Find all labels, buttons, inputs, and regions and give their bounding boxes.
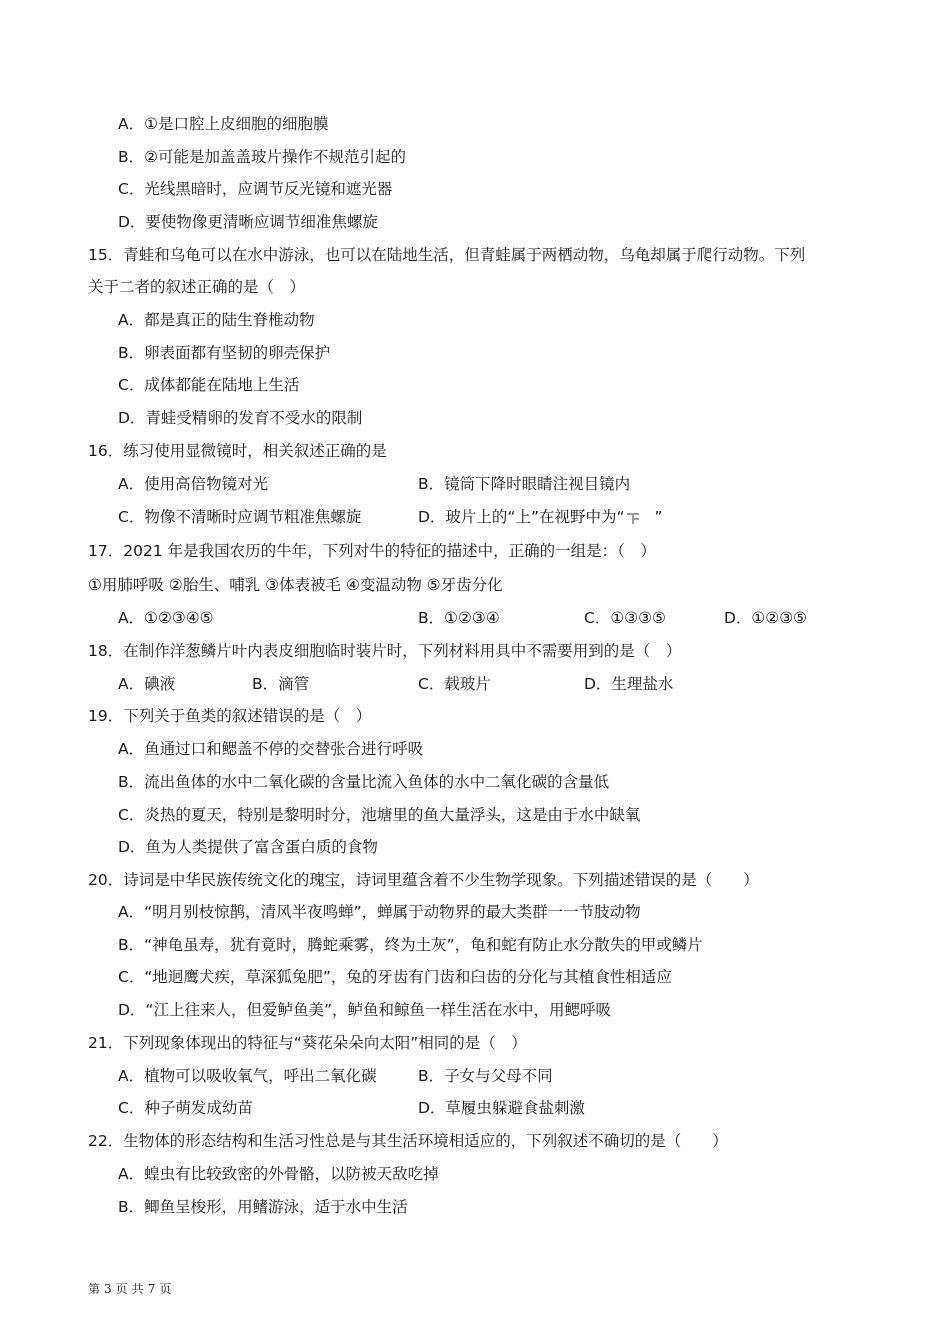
q22-option-b: B．鲫鱼呈梭形，用鳍游泳，适于水中生活	[118, 1198, 408, 1216]
q18-option-b: B．滴管	[252, 675, 310, 693]
footer-word-di: 第	[88, 1282, 101, 1296]
q16-option-c: C．物像不清晰时应调节粗准焦螺旋	[118, 508, 362, 526]
q20-option-b: B．“神龟虽寿，犹有竟时，腾蛇乘雾，终为土灰”，龟和蛇有防止水分散失的甲或鳞片	[118, 936, 703, 954]
q17-option-d: D．①②③⑤	[724, 609, 808, 627]
footer-word-ye-2: 页	[159, 1282, 172, 1296]
q18-option-d: D．生理盐水	[584, 675, 674, 693]
q19-option-d: D．鱼为人类提供了富含蛋白质的食物	[118, 838, 378, 856]
q16-option-b: B．镜筒下降时眼睛注视目镜内	[418, 475, 631, 493]
q14-option-c: C．光线黑暗时，应调节反光镜和遮光器	[118, 180, 393, 198]
q21-stem: 21．下列现象体现出的特征与“葵花朵朵向太阳”相同的是（ ）	[88, 1034, 527, 1052]
q18-stem: 18．在制作洋葱鳞片叶内表皮细胞临时装片时，下列材料用具中不需要用到的是（ ）	[88, 642, 682, 660]
q16-option-d-close-quote: ”	[654, 508, 663, 526]
q15-option-c: C．成体都能在陆地上生活	[118, 376, 300, 394]
footer-word-ye: 页	[115, 1282, 128, 1296]
q19-stem: 19．下列关于鱼类的叙述错误的是（ ）	[88, 707, 372, 725]
q21-option-d: D．草履虫躲避食盐刺激	[418, 1099, 585, 1117]
q15-option-d: D．青蛙受精卵的发育不受水的限制	[118, 409, 363, 427]
q17-items: ①用肺呼吸 ②胎生、哺乳 ③体表被毛 ④变温动物 ⑤牙齿分化	[88, 576, 503, 594]
q19-option-c: C．炎热的夏天，特别是黎明时分，池塘里的鱼大量浮头，这是由于水中缺氧	[118, 806, 641, 824]
inverted-shang-glyph-icon	[625, 511, 643, 525]
q14-option-b: B．②可能是加盖盖玻片操作不规范引起的	[118, 148, 407, 166]
footer-page-number: 3	[104, 1282, 112, 1296]
q18-option-c: C．载玻片	[418, 675, 491, 693]
q19-option-b: B．流出鱼体的水中二氧化碳的含量比流入鱼体的水中二氧化碳的含量低	[118, 773, 610, 791]
q21-option-b: B．子女与父母不同	[418, 1067, 553, 1085]
q17-option-b: B．①②③④	[418, 609, 500, 627]
q15-option-a: A．都是真正的陆生脊椎动物	[118, 311, 315, 329]
q16-option-d-text: D．玻片上的“上”在视野中为“	[418, 508, 625, 526]
q22-stem: 22．生物体的形态结构和生活习性总是与其生活环境相适应的，下列叙述不确切的是（ ）	[88, 1132, 728, 1150]
q15-stem-line2: 关于二者的叙述正确的是（ ）	[88, 278, 306, 296]
q20-option-d: D．“江上往来人，但爱鲈鱼美”，鲈鱼和鲸鱼一样生活在水中，用鳃呼吸	[118, 1001, 611, 1019]
q20-stem: 20．诗词是中华民族传统文化的瑰宝，诗词里蕴含着不少生物学现象。下列描述错误的是（ ）	[88, 871, 759, 889]
q14-option-a: A．①是口腔上皮细胞的细胞膜	[118, 115, 329, 133]
page-footer	[88, 1281, 175, 1297]
q20-option-a: A．“明月别枝惊鹊，清风半夜鸣蝉”，蝉属于动物界的最大类群一一节肢动物	[118, 903, 641, 921]
q16-option-a: A．使用高倍物镜对光	[118, 475, 269, 493]
q19-option-a: A．鱼通过口和鳃盖不停的交替张合进行呼吸	[118, 740, 424, 758]
q18-option-a: A．碘液	[118, 675, 176, 693]
q14-option-d: D．要使物像更清晰应调节细准焦螺旋	[118, 213, 378, 231]
q15-stem-line1: 15．青蛙和乌龟可以在水中游泳，也可以在陆地生活，但青蛙属于两栖动物，乌龟却属于爬行动物。下列	[88, 246, 806, 264]
q17-stem: 17．2021 年是我国农历的牛年，下列对牛的特征的描述中，正确的一组是：（ ）	[88, 542, 656, 560]
q21-option-c: C．种子萌发成幼苗	[118, 1099, 253, 1117]
q16-stem: 16．练习使用显微镜时，相关叙述正确的是	[88, 442, 387, 460]
q22-option-a: A．蝗虫有比较致密的外骨骼，以防被天敌吃掉	[118, 1165, 439, 1183]
q21-option-a: A．植物可以吸收氧气，呼出二氧化碳	[118, 1067, 377, 1085]
q17-option-c: C．①③③⑤	[584, 609, 666, 627]
q20-option-c: C．“地迥鹰犬疾，草深狐兔肥”，兔的牙齿有门齿和臼齿的分化与其植食性相适应	[118, 968, 672, 986]
footer-total-pages: 7	[147, 1282, 156, 1296]
q16-option-d	[418, 506, 663, 528]
q15-option-b: B．卵表面都有坚韧的卵壳保护	[118, 344, 331, 362]
q17-option-a: A．①②③④⑤	[118, 609, 214, 627]
footer-word-gong: 共	[131, 1282, 144, 1296]
